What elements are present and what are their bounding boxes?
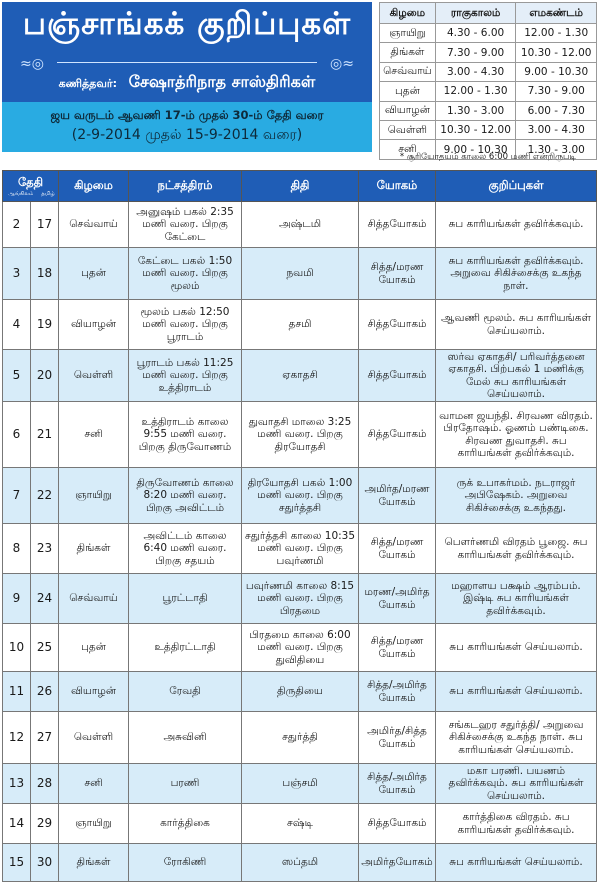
- rahu-cell-ema: 9.00 - 10.30: [516, 62, 597, 81]
- cell-notes: ஸர்வ ஏகாதசி/ பரிவர்த்தனை ஏகாதசி. பிற்பகல் 1 மணிக்கு மேல் சுப காரியங்கள் செய்யலாம்.: [436, 350, 597, 402]
- cell-date-tamil: 30: [31, 844, 59, 882]
- table-row: [3, 804, 597, 844]
- cell-date-tamil: 26: [31, 672, 59, 712]
- table-row: [3, 350, 597, 402]
- rahu-row: [380, 62, 597, 81]
- cell-nakshatra: ரேவதி: [129, 672, 242, 712]
- cell-tithi: அஷ்டமி: [242, 202, 359, 248]
- table-row: [3, 624, 597, 672]
- rahu-cell-rahu: 4.30 - 6.00: [435, 24, 516, 43]
- rahu-cell-ema: 6.00 - 7.30: [516, 101, 597, 120]
- cell-tithi: திருதியை: [242, 672, 359, 712]
- header-date-english: ஆங்கிலம்: [8, 191, 34, 197]
- rahu-header-rahu: ராகுகாலம்: [435, 3, 516, 24]
- cell-day: வியாழன்: [59, 300, 129, 350]
- cell-yogam: அமிர்த/சித்த யோகம்: [359, 712, 436, 764]
- cell-nakshatra: கார்த்திகை: [129, 804, 242, 844]
- cell-nakshatra: பரணி: [129, 764, 242, 804]
- header-day: கிழமை: [59, 171, 129, 202]
- cell-nakshatra: பூரட்டாதி: [129, 574, 242, 624]
- cell-yogam: அமிர்தயோகம்: [359, 844, 436, 882]
- cell-day: புதன்: [59, 248, 129, 300]
- cell-tithi: ஸப்தமி: [242, 844, 359, 882]
- cell-tithi: சஷ்டி: [242, 804, 359, 844]
- cell-date-english: 5: [3, 350, 31, 402]
- table-row: [3, 202, 597, 248]
- cell-notes: சங்கடஹர சதுர்த்தி/ அறுவை சிகிச்சைக்கு உகந்த நாள். சுப காரியங்கள் செய்யலாம்.: [436, 712, 597, 764]
- rahu-cell-day: புதன்: [380, 82, 436, 101]
- cell-date-english: 14: [3, 804, 31, 844]
- cell-date-english: 3: [3, 248, 31, 300]
- cell-date-tamil: 21: [31, 402, 59, 468]
- cell-tithi: பவுர்ணமி காலை 8:15 மணி வரை. பிறகு பிரதமை: [242, 574, 359, 624]
- cell-notes: வாமன ஜயந்தி. சிரவண விரதம். பிரதோஷம். ஓணம் பண்டிகை. சிரவண துவாதசி. சுப காரியங்கள் தவிர்க்கவும்.: [436, 402, 597, 468]
- cell-nakshatra: மூலம் பகல் 12:50 மணி வரை. பிறகு பூராடம்: [129, 300, 242, 350]
- cell-nakshatra: திருவோணம் காலை 8:20 மணி வரை. பிறகு அவிட்டம்: [129, 468, 242, 524]
- cell-yogam: சித்த/மரண யோகம்: [359, 248, 436, 300]
- rahu-cell-day: ஞாயிறு: [380, 24, 436, 43]
- table-row: [3, 574, 597, 624]
- table-row: [3, 300, 597, 350]
- cell-notes: மகா பரணி. பயணம் தவிர்க்கவும். சுப காரியங்கள் செய்யலாம்.: [436, 764, 597, 804]
- cell-notes: சுப காரியங்கள் செய்யலாம்.: [436, 672, 597, 712]
- cell-date-english: 11: [3, 672, 31, 712]
- rahu-cell-day: சனி: [380, 140, 436, 159]
- cell-date-tamil: 19: [31, 300, 59, 350]
- cell-day: சனி: [59, 764, 129, 804]
- cell-date-english: 2: [3, 202, 31, 248]
- cell-date-tamil: 25: [31, 624, 59, 672]
- cell-day: செவ்வாய்: [59, 574, 129, 624]
- rahu-header-row: [380, 3, 597, 24]
- header-date-label: தேதி: [17, 175, 44, 189]
- rahu-cell-day: வெள்ளி: [380, 120, 436, 139]
- author-name: சேஷாத்ரிநாத சாஸ்திரிகள்: [128, 72, 316, 91]
- rahu-header-day: கிழமை: [380, 3, 436, 24]
- table-row: [3, 468, 597, 524]
- cell-nakshatra: உத்திராடம் காலை 9:55 மணி வரை. பிறகு திருவோணம்: [129, 402, 242, 468]
- table-row: [3, 844, 597, 882]
- rahu-cell-rahu: 10.30 - 12.00: [435, 120, 516, 139]
- rahu-cell-ema: 1.30 - 3.00: [516, 140, 597, 159]
- cell-nakshatra: கேட்டை பகல் 1:50 மணி வரை. பிறகு மூலம்: [129, 248, 242, 300]
- header-date: [3, 171, 59, 202]
- cell-date-tamil: 27: [31, 712, 59, 764]
- rahu-cell-rahu: 1.30 - 3.00: [435, 101, 516, 120]
- cell-date-english: 12: [3, 712, 31, 764]
- cell-yogam: மரண/அமிர்த யோகம்: [359, 574, 436, 624]
- header-notes: குறிப்புகள்: [436, 171, 597, 202]
- cell-date-tamil: 24: [31, 574, 59, 624]
- rahu-cell-day: திங்கள்: [380, 43, 436, 62]
- rahu-cell-rahu: 9.00 - 10.30: [435, 140, 516, 159]
- cell-tithi: திரயோதசி பகல் 1:00 மணி வரை. பிறகு சதுர்த்தசி: [242, 468, 359, 524]
- cell-day: வியாழன்: [59, 672, 129, 712]
- cell-tithi: பிரதமை காலை 6:00 மணி வரை. பிறகு துவிதியை: [242, 624, 359, 672]
- header-tithi: திதி: [242, 171, 359, 202]
- panchangam-table: [2, 170, 597, 882]
- period-gregorian: (2-9-2014 முதல் 15-9-2014 வரை): [71, 127, 303, 143]
- main-header-row: [3, 171, 597, 202]
- cell-yogam: சித்த/மரண யோகம்: [359, 524, 436, 574]
- cell-day: திங்கள்: [59, 524, 129, 574]
- cell-notes: சுப காரியங்கள் செய்யலாம்.: [436, 844, 597, 882]
- header-date-tamil: தமிழ்: [41, 191, 55, 197]
- cell-yogam: சித்தயோகம்: [359, 804, 436, 844]
- rahu-row: [380, 43, 597, 62]
- cell-yogam: சித்தயோகம்: [359, 202, 436, 248]
- author-label: கணித்தவர்:: [58, 77, 118, 90]
- cell-notes: சுப காரியங்கள் செய்யலாம்.: [436, 624, 597, 672]
- cell-date-tamil: 20: [31, 350, 59, 402]
- cell-yogam: சித்தயோகம்: [359, 300, 436, 350]
- rahu-row: [380, 24, 597, 43]
- cell-tithi: துவாதசி மாலை 3:25 மணி வரை. பிறகு திரயோதசி: [242, 402, 359, 468]
- header-nakshatra: நட்சத்திரம்: [129, 171, 242, 202]
- cell-tithi: நவமி: [242, 248, 359, 300]
- cell-date-english: 7: [3, 468, 31, 524]
- rahu-cell-ema: 7.30 - 9.00: [516, 82, 597, 101]
- period-panel: [2, 102, 372, 152]
- cell-date-tamil: 28: [31, 764, 59, 804]
- cell-day: ஞாயிறு: [59, 468, 129, 524]
- cell-notes: சுப காரியங்கள் தவிர்க்கவும். அறுவை சிகிச்சைக்கு உகந்த நாள்.: [436, 248, 597, 300]
- cell-date-tamil: 17: [31, 202, 59, 248]
- sunrise-note: * சூரியோதயம் காலை 6:00 மணி என்றிருபடி: [399, 152, 577, 162]
- cell-day: வெள்ளி: [59, 350, 129, 402]
- cell-day: திங்கள்: [59, 844, 129, 882]
- swirl-ornament-icon: ◎≈: [330, 56, 354, 72]
- cell-tithi: ஏகாதசி: [242, 350, 359, 402]
- period-tamil: ஜய வருடம் ஆவணி 17-ம் முதல் 30-ம் தேதி வரை: [50, 108, 324, 122]
- cell-nakshatra: அசுவினி: [129, 712, 242, 764]
- cell-date-tamil: 23: [31, 524, 59, 574]
- cell-notes: ஆவணி மூலம். சுப காரியங்கள் செய்யலாம்.: [436, 300, 597, 350]
- cell-yogam: அமிர்த/மரண யோகம்: [359, 468, 436, 524]
- cell-nakshatra: ரோகிணி: [129, 844, 242, 882]
- cell-date-english: 15: [3, 844, 31, 882]
- cell-date-english: 6: [3, 402, 31, 468]
- rahu-cell-ema: 12.00 - 1.30: [516, 24, 597, 43]
- cell-day: வெள்ளி: [59, 712, 129, 764]
- rahu-kalam-table: [379, 2, 597, 160]
- cell-nakshatra: அனுஷம் பகல் 2:35 மணி வரை. பிறகு கேட்டை: [129, 202, 242, 248]
- rahu-cell-rahu: 3.00 - 4.30: [435, 62, 516, 81]
- rahu-cell-ema: 3.00 - 4.30: [516, 120, 597, 139]
- rahu-cell-rahu: 12.00 - 1.30: [435, 82, 516, 101]
- cell-notes: ருக் உபாகர்மம். நடராஜர் அபிஷேகம். அறுவை சிகிச்சைக்கு உகந்தது.: [436, 468, 597, 524]
- rahu-header-ema: எமகண்டம்: [516, 3, 597, 24]
- author-line: [2, 72, 372, 93]
- cell-notes: பௌர்ணமி விரதம் பூஜை. சுப காரியங்கள் தவிர்க்கவும்.: [436, 524, 597, 574]
- cell-date-english: 9: [3, 574, 31, 624]
- table-row: [3, 524, 597, 574]
- title-top-panel: [2, 2, 372, 102]
- table-row: [3, 402, 597, 468]
- cell-tithi: சதுர்த்தசி காலை 10:35 மணி வரை. பிறகு பவுர்ணமி: [242, 524, 359, 574]
- cell-day: ஞாயிறு: [59, 804, 129, 844]
- table-row: [3, 248, 597, 300]
- cell-date-tamil: 29: [31, 804, 59, 844]
- cell-date-english: 8: [3, 524, 31, 574]
- table-row: [3, 764, 597, 804]
- rahu-cell-rahu: 7.30 - 9.00: [435, 43, 516, 62]
- rahu-cell-day: செவ்வாய்: [380, 62, 436, 81]
- rahu-row: [380, 101, 597, 120]
- cell-yogam: சித்தயோகம்: [359, 350, 436, 402]
- rahu-row: [380, 82, 597, 101]
- title-divider: [57, 62, 317, 63]
- cell-date-english: 4: [3, 300, 31, 350]
- page-title: பஞ்சாங்கக் குறிப்புகள்: [22, 6, 352, 42]
- cell-date-tamil: 18: [31, 248, 59, 300]
- cell-tithi: பஞ்சமி: [242, 764, 359, 804]
- cell-yogam: சித்தயோகம்: [359, 402, 436, 468]
- header-yogam: யோகம்: [359, 171, 436, 202]
- rahu-cell-day: வியாழன்: [380, 101, 436, 120]
- cell-yogam: சித்த/அமிர்த யோகம்: [359, 672, 436, 712]
- table-row: [3, 712, 597, 764]
- rahu-row: [380, 120, 597, 139]
- cell-day: சனி: [59, 402, 129, 468]
- cell-date-english: 13: [3, 764, 31, 804]
- cell-nakshatra: உத்திரட்டாதி: [129, 624, 242, 672]
- cell-notes: கார்த்திகை விரதம். சுப காரியங்கள் தவிர்க்கவும்.: [436, 804, 597, 844]
- cell-nakshatra: பூராடம் பகல் 11:25 மணி வரை. பிறகு உத்திராடம்: [129, 350, 242, 402]
- cell-day: புதன்: [59, 624, 129, 672]
- table-row: [3, 672, 597, 712]
- cell-nakshatra: அவிட்டம் காலை 6:40 மணி வரை. பிறகு சதயம்: [129, 524, 242, 574]
- swirl-ornament-icon: ≈◎: [20, 56, 44, 72]
- cell-notes: மஹாளய பக்ஷம் ஆரம்பம். இஷ்டி சுப காரியங்கள் தவிர்க்கவும்.: [436, 574, 597, 624]
- cell-date-tamil: 22: [31, 468, 59, 524]
- cell-day: செவ்வாய்: [59, 202, 129, 248]
- cell-tithi: சதுர்த்தி: [242, 712, 359, 764]
- cell-yogam: சித்த/மரண யோகம்: [359, 624, 436, 672]
- rahu-cell-ema: 10.30 - 12.00: [516, 43, 597, 62]
- title-banner: [2, 2, 372, 152]
- cell-notes: சுப காரியங்கள் தவிர்க்கவும்.: [436, 202, 597, 248]
- cell-tithi: தசமி: [242, 300, 359, 350]
- cell-yogam: சித்த/அமிர்த யோகம்: [359, 764, 436, 804]
- cell-date-english: 10: [3, 624, 31, 672]
